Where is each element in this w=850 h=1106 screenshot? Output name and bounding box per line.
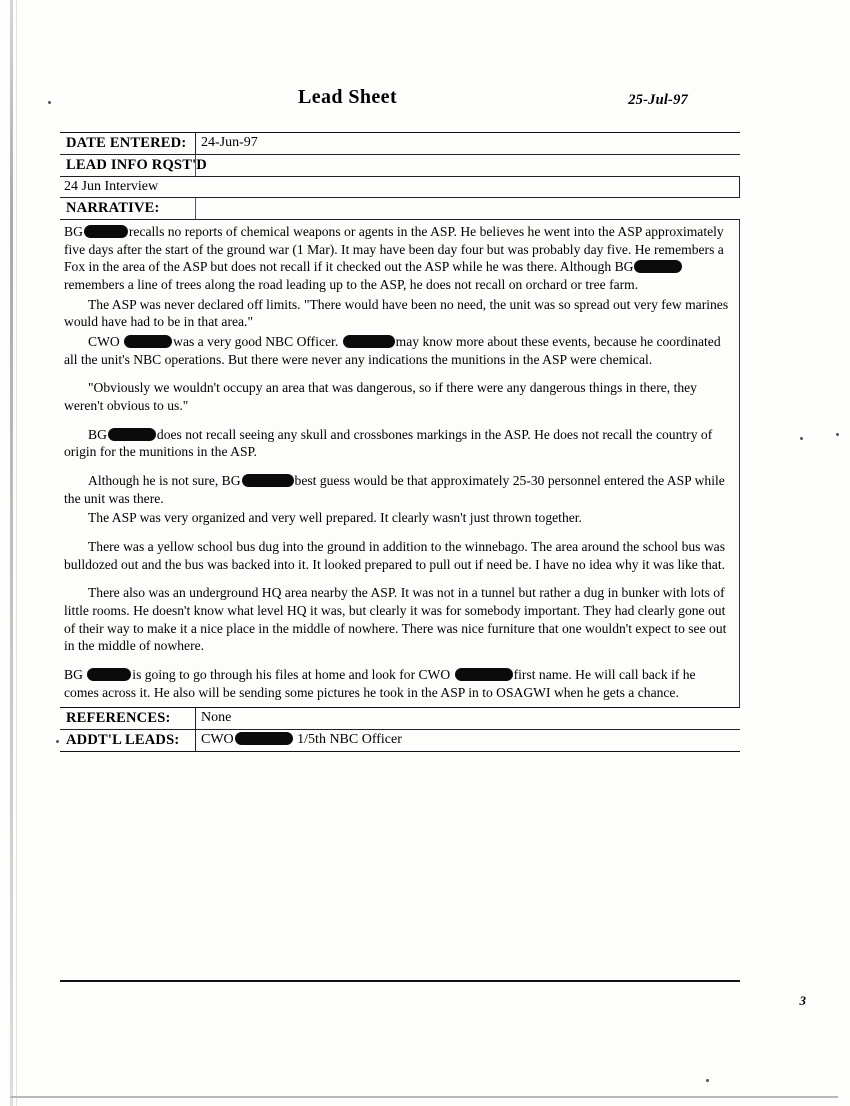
narrative-paragraph-7: The ASP was very organized and very well prepared. It clearly wasn't just thrown together.	[88, 510, 582, 526]
page-title: Lead Sheet	[298, 86, 397, 108]
scan-speck	[836, 433, 839, 436]
page-number: 3	[799, 993, 806, 1008]
references-label: REFERENCES:	[60, 708, 196, 729]
redaction-bar	[84, 225, 128, 238]
narrative-paragraph-2: The ASP was never declared off limits. "There would have been no need, the unit was so spread out very few marines would have had to be in that area."	[64, 296, 729, 330]
document-body	[60, 86, 740, 752]
scan-speck	[48, 101, 51, 104]
narrative-p3-a: CWO	[88, 334, 120, 350]
row-lead-info-rqstd	[60, 155, 740, 177]
header-date: 25-Jul-97	[628, 92, 688, 108]
scan-left-edge-secondary	[16, 0, 17, 1106]
scan-speck	[56, 740, 59, 743]
narrative-paragraph-9: There also was an underground HQ area nearby the ASP. It was not in a tunnel but rather a dug in bunker with lots of little rooms. He doesn't know what level HQ it was, but clearly it was for somebody important. They had clearly gone out of their way to make it a nice place in the middle of nowhere. There was nice furniture that one wouldn't expect to see out in the middle of nowhere.	[64, 585, 727, 654]
narrative-p1-b: recalls no reports of chemical weapons or agents in the ASP. He believes he went into the ASP approximately five days after the start of the ground war (1 Mar). It may have been day four but was probably day five. He remembers a Fox in the area of the ASP but does not recall if it checked out the ASP while he was there. Although BG	[64, 224, 724, 275]
document-header	[60, 86, 740, 120]
scan-bottom-edge	[10, 1096, 838, 1098]
redaction-bar	[124, 335, 172, 348]
narrative-p6-a: Although he is not sure, BG	[88, 473, 241, 489]
narrative-paragraph-6	[64, 472, 729, 507]
scan-left-edge	[10, 0, 13, 1106]
row-references	[60, 708, 740, 730]
narrative-p1-a: BG	[64, 224, 83, 239]
addtl-leads-label: ADDT'L LEADS:	[60, 730, 196, 751]
narrative-paragraph-5	[64, 426, 729, 461]
date-entered-label: DATE ENTERED:	[60, 133, 196, 154]
narrative-header-blank	[196, 198, 740, 219]
lead-info-label: LEAD INFO RQST'D	[60, 155, 196, 176]
narrative-paragraph-4: "Obviously we wouldn't occupy an area that was dangerous, so if there were any dangerous things in there, they weren't obvious to us."	[64, 380, 697, 414]
narrative-p6-b: best guess would be that approximately 25-30 personnel entered the ASP while the unit was there.	[64, 473, 725, 506]
redaction-bar	[235, 732, 293, 745]
redaction-bar	[108, 428, 156, 441]
narrative-p5-b: does not recall seeing any skull and crossbones markings in the ASP. He does not recall the country of origin for the munitions in the ASP.	[64, 426, 713, 460]
narrative-paragraph-3	[64, 333, 729, 368]
references-value: None	[201, 710, 232, 726]
narrative-p3-b: was a very good NBC Officer.	[173, 334, 339, 350]
narrative-paragraph-8: There was a yellow school bus dug into the ground in addition to the winnebago. The area around the school bus was bulldozed out and the bus was backed into it. It looked prepared to pull out if need be. I have no idea why it was like that.	[64, 539, 726, 572]
redaction-bar	[634, 260, 682, 273]
narrative-p10-a: BG	[64, 667, 83, 683]
redaction-bar	[242, 474, 294, 487]
addtl-leads-prefix: CWO	[201, 732, 234, 748]
narrative-p3-c: may know more about these events, because he coordinated all the unit's NBC operations. But there were never any indications the munitions in the ASP were chemical.	[64, 334, 721, 367]
narrative-paragraph-10	[64, 666, 729, 701]
date-entered-value: 24-Jun-97	[201, 135, 258, 150]
lead-sheet-form	[60, 132, 740, 752]
narrative-label: NARRATIVE:	[60, 198, 196, 219]
narrative-paragraph-1	[64, 223, 729, 294]
row-addtl-leads	[60, 730, 740, 751]
row-narrative-header	[60, 198, 740, 220]
row-date-entered	[60, 133, 740, 155]
narrative-text	[60, 220, 740, 708]
narrative-p1-c: remembers a line of trees along the road leading up to the ASP, he does not recall on orchard or tree farm.	[64, 277, 639, 293]
narrative-p10-c: first name. He will call back if he comes across it. He also will be sending some pictures he took in the ASP in to OSAGWI when he gets a chance.	[64, 667, 696, 700]
lead-info-value	[196, 155, 740, 176]
footer-rule	[60, 980, 740, 982]
redaction-bar	[343, 335, 395, 348]
addtl-leads-suffix: 1/5th NBC Officer	[297, 732, 402, 748]
addtl-leads-value	[196, 730, 740, 751]
redaction-bar	[87, 668, 131, 681]
narrative-p5-a: BG	[88, 426, 107, 442]
narrative-p10-b: is going to go through his files at home and look for CWO	[132, 667, 451, 683]
redaction-bar	[455, 668, 513, 681]
scan-speck	[800, 437, 803, 440]
scan-speck	[706, 1079, 709, 1082]
row-subject: 24 Jun Interview	[60, 177, 740, 198]
